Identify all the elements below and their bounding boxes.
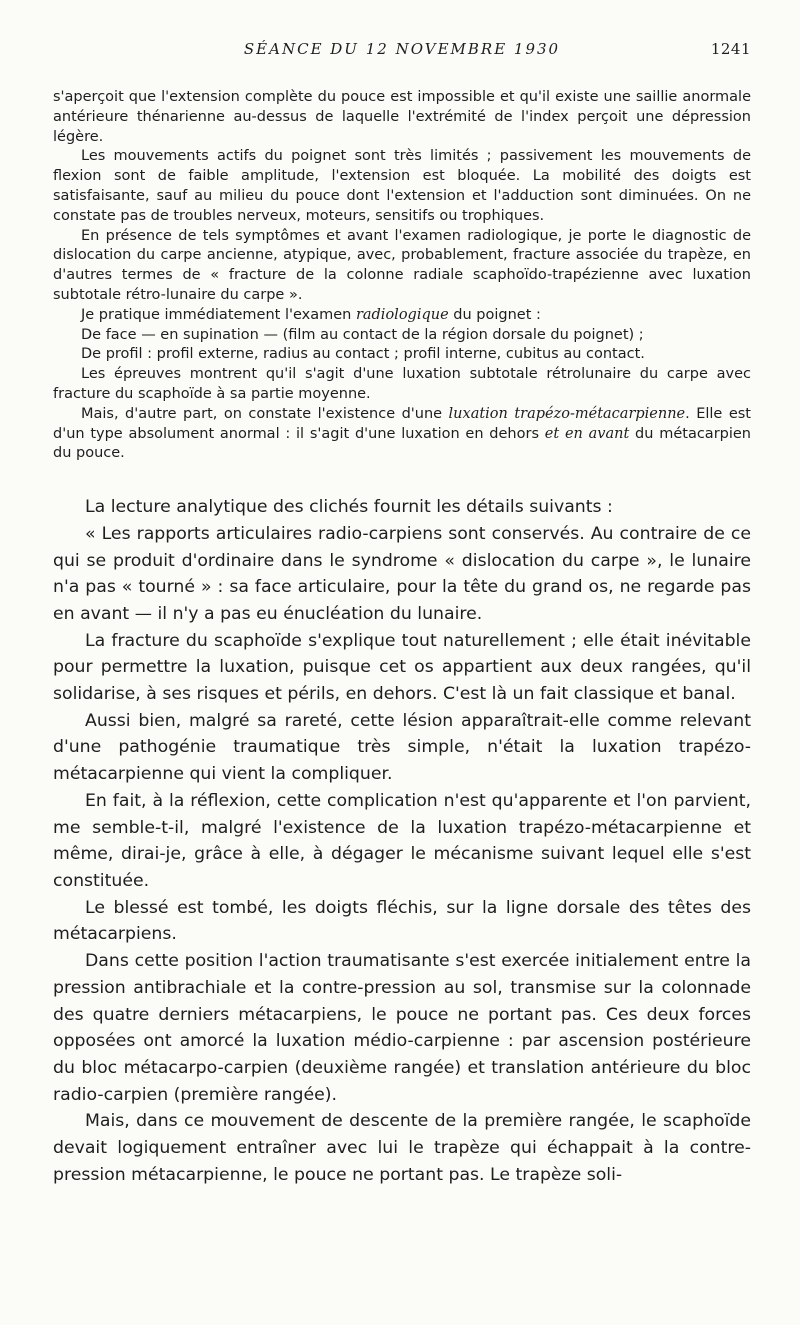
small-print-section xyxy=(53,88,751,464)
header-title: SÉANCE DU 12 NOVEMBRE 1930 xyxy=(243,40,561,58)
paragraph: Dans cette position l'action traumatisante s'est exercée initialement entre la pression antibrachiale et la contre-pression au sol, transmise sur la colonnade des quatre derniers métacarpiens, le pouce ne portant pas. Ces deux forces opposées ont amorcé la luxation médio-carpienne : par ascension postérieure du bloc métacarpo-carpien (deuxième rangée) et translation antérieure du bloc radio-carpien (première rangée). xyxy=(53,951,751,1105)
paragraph: La fracture du scaphoïde s'explique tout naturellement ; elle était inévitable pour permettre la luxation, puisque cet os appartient aux deux rangées, qu'il solidarise, à ses risques et périls, en dehors. C'est là un fait classique et banal. xyxy=(53,630,751,705)
page-number: 1241 xyxy=(710,40,751,58)
text-run: du métacarpien du pouce. xyxy=(53,425,751,462)
paragraph: Les épreuves montrent qu'il s'agit d'une luxation subtotale rétrolunaire du carpe avec fracture du scaphoïde à sa partie moyenne. xyxy=(53,366,751,402)
paragraph: Le blessé est tombé, les doigts fléchis, sur la ligne dorsale des têtes des métacarpiens. xyxy=(53,897,751,945)
italic-term: radiologique xyxy=(355,306,449,323)
paragraph: Aussi bien, malgré sa rareté, cette lésion apparaîtrait-elle comme relevant d'une pathogénie traumatique très simple, n'était la luxation trapézo-métacarpienne qui vient la compliquer. xyxy=(53,710,751,785)
text-run: . Elle est d'un type absolument anormal : il s'agit d'une luxation en dehors xyxy=(53,405,751,442)
text-run: Mais, d'autre part, on constate l'existence d'une xyxy=(81,405,449,422)
text-run: Je pratique immédiatement l'examen xyxy=(81,306,356,323)
italic-term: luxation trapézo-métacarpienne xyxy=(448,405,686,422)
paragraph: Les mouvements actifs du poignet sont très limités ; passivement les mouvements de flexion sont de faible amplitude, l'extension est bloquée. La mobilité des doigts est satisfaisante, sauf au milieu du pouce dont l'extension et l'adduction sont diminuées. On ne constate pas de troubles nerveux, moteurs, sensitifs ou trophiques. xyxy=(53,148,751,224)
paragraph xyxy=(53,405,751,464)
main-text-section xyxy=(53,494,751,1188)
italic-term: et en avant xyxy=(544,425,630,442)
paragraph: En présence de tels symptômes et avant l'examen radiologique, je porte le diagnostic de dislocation du carpe ancienne, atypique, avec, probablement, fracture associée du trapèze, en d'autres termes de « fracture de la colonne radiale scaphoïdo-trapézienne avec luxation subtotale rétro-lunaire du carpe ». xyxy=(53,227,751,303)
paragraph: s'aperçoit que l'extension complète du pouce est impossible et qu'il existe une saillie anormale antérieure thénarienne au-dessus de laquelle l'extrémité de l'index perçoit une dépression légère. xyxy=(53,89,751,145)
paragraph: La lecture analytique des clichés fournit les détails suivants : xyxy=(85,497,613,518)
page xyxy=(53,40,751,1188)
paragraph: De profil : profil externe, radius au contact ; profil interne, cubitus au contact. xyxy=(81,346,645,363)
text-run: du poignet : xyxy=(448,306,541,323)
paragraph: Mais, dans ce mouvement de descente de la première rangée, le scaphoïde devait logiquement entraîner avec lui le trapèze qui échappait à la contre-pression métacarpienne, le pouce ne portant pas. Le trapèze soli- xyxy=(53,1111,751,1185)
paragraph: En fait, à la réflexion, cette complication n'est qu'apparente et l'on parvient, me semble-t-il, malgré l'existence de la luxation trapézo-métacarpienne et même, dirai-je, grâce à elle, à dégager le mécanisme suivant lequel elle s'est constituée. xyxy=(53,790,751,891)
paragraph: De face — en supination — (film au contact de la région dorsale du poignet) ; xyxy=(81,326,644,343)
paragraph: « Les rapports articulaires radio-carpiens sont conservés. Au contraire de ce qui se produit d'ordinaire dans le syndrome « dislocation du carpe », le lunaire n'a pas « tourné » : sa face articulaire, pour la tête du grand os, ne regarde pas en avant — il n'y a pas eu énucléation du lunaire. xyxy=(53,523,751,624)
running-header xyxy=(53,40,751,70)
paragraph xyxy=(53,306,751,326)
